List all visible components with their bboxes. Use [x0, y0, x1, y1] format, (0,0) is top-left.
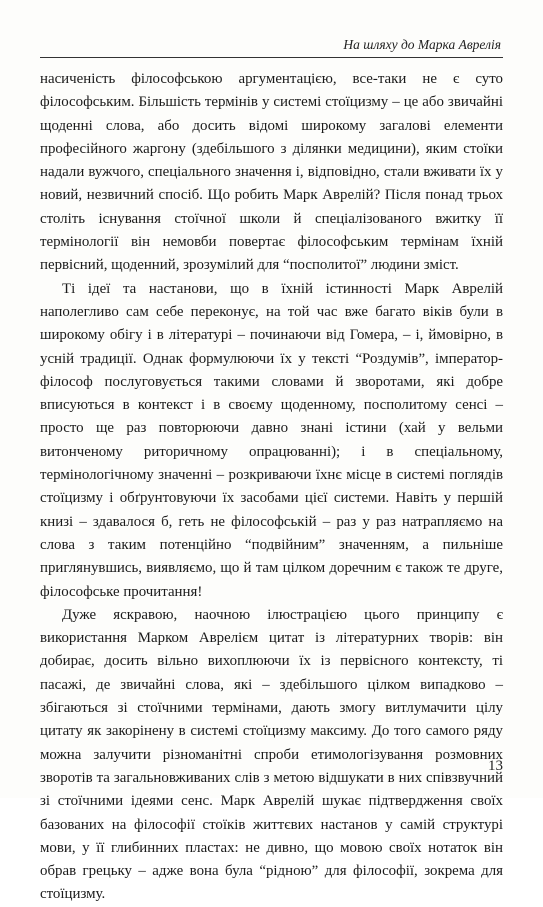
header-rule — [40, 57, 503, 58]
page-number: 13 — [488, 758, 503, 774]
paragraph: Ті ідеї та настанови, що в їхній істинності Марк Аврелій наполегливо сам себе переконує, на той час вже багато віків були в широкому обігу і в літературі – починаючи від Гомера, – і, ймовірно, в усній традиції. Однак формулюючи їх у тексті “Роздумів”, імператор-філософ послуговується такими словами й зворотами, які добре вписуються в контекст і в своєму щоденному, посполитому сенсі – просто ще раз повторюючи давно знані істини (хай у вельми витонченому риторичному опрацюванні); і в спеціальному, термінологічному значенні – розкриваючи їхнє місце в системі поглядів стоїцизму і обґрунтовуючи їх засобами цієї системи. Навіть у першій книзі – здавалося б, геть не філософській – раз у раз натрапляємо на слова з таким потенційно “подвійним” значенням, а пильніше приглянувшись, виявляємо, що й там цілком доречним є також те друге, філософське прочитання! — [40, 280, 503, 600]
running-head: На шляху до Марка Аврелія — [343, 37, 501, 52]
paragraph: насиченість філософською аргументацією, все-таки не є суто філософським. Більшість термінів у системі стоїцизму – це або звичайні щоденні слова, або досить відомі широкому загалові елементи професійного жаргону (здебільшого з ділянки медицини), яким стоїки надали вужчого, спеціального значення і, відповідно, стали вживати їх у новий, незвичний спосіб. Що робить Марк Аврелій? Після понад трьох століть існування стоїчної школи й спеціалізованого вжитку її термінології він немовби повертає філософським термінам їхній первісний, щоденний, зрозумілий для “посполитої” людини зміст. — [40, 71, 503, 274]
body-text — [40, 68, 503, 907]
paragraph: Дуже яскравою, наочною ілюстрацією цього принципу є використання Марком Аврелієм цитат із літературних творів: він добирає, досить вільно вихоплюючи їх із первісного контексту, ті пасажі, де звичайні слова, які – здебільшого цілком випадково – збігаються зі стоїчними термінами, дають змогу витлумачити цілу цитату як закорінену в системі стоїцизму максиму. До того самого ряду можна залучити різноманітні спроби етимологізування розмовних зворотів та загальновживаних слів з метою відшукати в них співзвучний зі стоїчними ідеями сенс. Марк Аврелій шукає підтвердження своїх базованих на філософії стоїків життєвих настанов у самій структурі мови, у її глибинних пластах: не дивно, що мовою своїх нотаток він обрав грецьку – адже вона була “рідною” для філософії, зокрема для стоїцизму. — [40, 606, 503, 903]
